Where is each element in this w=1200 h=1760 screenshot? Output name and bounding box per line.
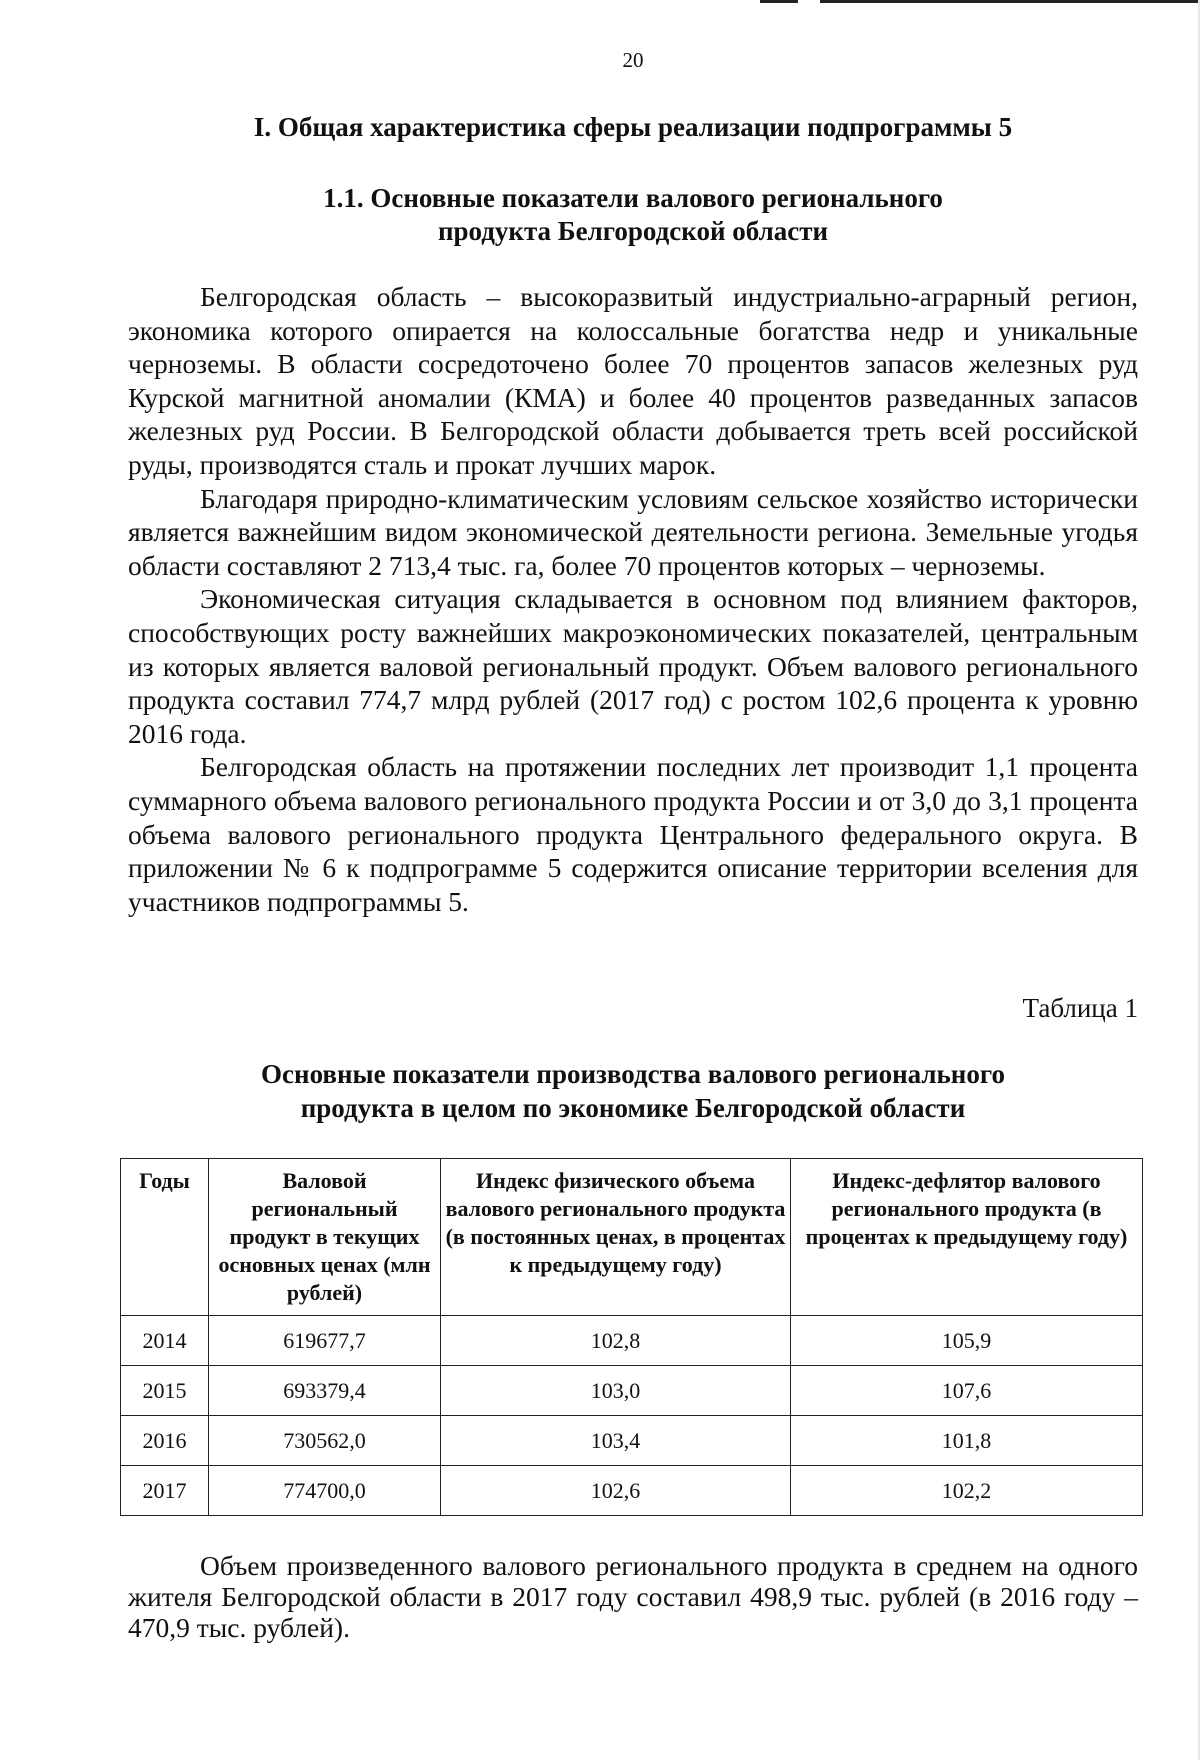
paragraph: Объем произведенного валового регионального продукта в среднем на одного жителя Белгородской области в 2017 году составил 498,9 тыс. рублей (в 2016 году – 470,9 тыс. рублей). (128, 1550, 1138, 1643)
cell-year: 2017 (121, 1466, 209, 1516)
cell-volume-index: 102,8 (441, 1316, 791, 1366)
table-title-line: Основные показатели производства валового регионального (261, 1059, 1005, 1089)
table-title-line: продукта в целом по экономике Белгородской области (300, 1093, 966, 1123)
cell-volume-index: 103,4 (441, 1416, 791, 1466)
subsection-heading (128, 182, 1138, 248)
paragraph: Белгородская область на протяжении последних лет производит 1,1 процента суммарного объема валового регионального продукта России и от 3,0 до 3,1 процента объема валового регионального продукта Центрального федерального округа. В приложении № 6 к подпрограмме 5 содержится описание территории вселения для участников подпрограммы 5. (128, 751, 1138, 917)
cell-deflator-index: 102,2 (791, 1466, 1143, 1516)
cell-year: 2016 (121, 1416, 209, 1466)
scan-mark (820, 0, 1200, 3)
body-text (128, 280, 1138, 918)
scan-mark (760, 0, 798, 3)
paragraph: Экономическая ситуация складывается в основном под влиянием факторов, способствующих росту важнейших макроэкономических показателей, центральным из которых является валовой региональный продукт. Объем валового регионального продукта составил 774,7 млрд рублей (2017 год) с ростом 102,6 процента к уровню 2016 года. (128, 583, 1138, 749)
cell-grp: 730562,0 (209, 1416, 441, 1466)
subsection-heading-line: 1.1. Основные показатели валового регионального (323, 183, 943, 213)
gdp-table (120, 1158, 1143, 1516)
cell-deflator-index: 107,6 (791, 1366, 1143, 1416)
subsection-heading-line: продукта Белгородской области (437, 216, 829, 246)
table-row (121, 1366, 1143, 1416)
cell-volume-index: 103,0 (441, 1366, 791, 1416)
cell-grp: 774700,0 (209, 1466, 441, 1516)
cell-grp: 693379,4 (209, 1366, 441, 1416)
table-header-row (121, 1159, 1143, 1316)
table-row (121, 1466, 1143, 1516)
paragraph: Белгородская область – высокоразвитый индустриально-аграрный регион, экономика которого опирается на колоссальные богатства недр и уникальные черноземы. В области сосредоточено более 70 процентов запасов железных руд Курской магнитной аномалии (КМА) и более 40 процентов разведанных запасов железных руд России. В Белгородской области добывается треть всей российской руды, производятся сталь и прокат лучших марок. (128, 281, 1138, 480)
page-number: 20 (622, 48, 644, 72)
cell-year: 2014 (121, 1316, 209, 1366)
cell-volume-index: 102,6 (441, 1466, 791, 1516)
closing-text (128, 1550, 1138, 1643)
cell-year: 2015 (121, 1366, 209, 1416)
section-heading: I. Общая характеристика сферы реализации подпрограммы 5 (253, 112, 1013, 142)
paragraph: Благодаря природно-климатическим условиям сельское хозяйство исторически является важнейшим видом экономической деятельности региона. Земельные угодья области составляют 2 713,4 тыс. га, более 70 процентов которых – черноземы. (128, 482, 1138, 581)
table-row (121, 1316, 1143, 1366)
cell-deflator-index: 101,8 (791, 1416, 1143, 1466)
table-title (128, 1057, 1138, 1125)
table-label: Таблица 1 (1022, 993, 1138, 1023)
header-years: Годы (121, 1159, 209, 1316)
header-volume-index: Индекс физического объема валового регионального продукта (в постоянных ценах, в процентах к предыдущему году) (441, 1159, 791, 1316)
cell-grp: 619677,7 (209, 1316, 441, 1366)
cell-deflator-index: 105,9 (791, 1316, 1143, 1366)
header-grp: Валовой региональный продукт в текущих основных ценах (млн рублей) (209, 1159, 441, 1316)
table-row (121, 1416, 1143, 1466)
header-deflator-index: Индекс-дефлятор валового регионального продукта (в процентах к предыдущему году) (791, 1159, 1143, 1316)
